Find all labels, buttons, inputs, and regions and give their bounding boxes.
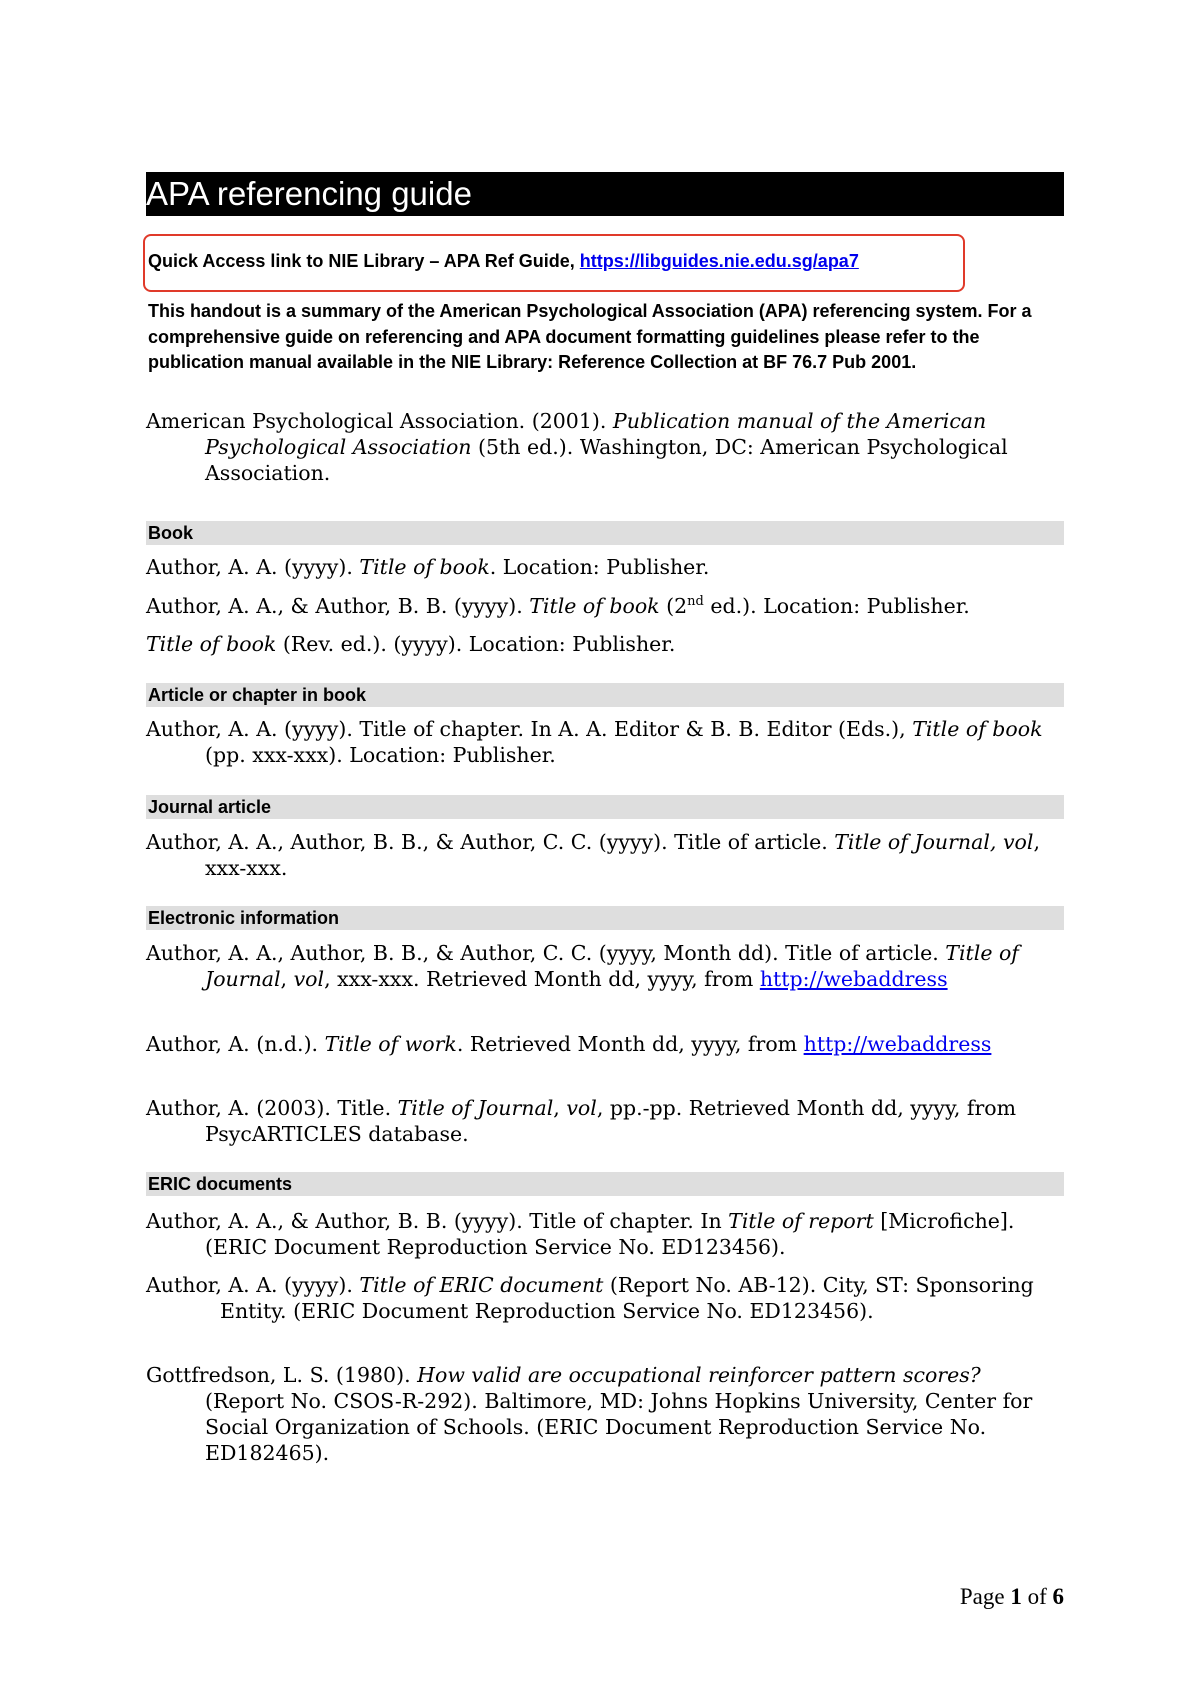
- reference-entry: Author, A. A., & Author, B. B. (yyyy). Title of book (2nd ed.). Location: Publisher.: [146, 594, 970, 618]
- document-title: APA referencing guide: [146, 172, 1064, 216]
- section-heading-eric: ERIC documents: [146, 1172, 1064, 1196]
- main-reference: American Psychological Association. (2001). Publication manual of the American Psychological Association (5th ed.). Washington, DC: American Psychological Association.: [146, 409, 1008, 485]
- web-address-link[interactable]: http://webaddress: [803, 1032, 992, 1056]
- reference-entry: Author, A. (n.d.). Title of work. Retrieved Month dd, yyyy, from http://webaddress: [146, 1032, 992, 1056]
- section-heading-book: Book: [146, 521, 1064, 545]
- section-heading-chapter: Article or chapter in book: [146, 683, 1064, 707]
- web-address-link[interactable]: http://webaddress: [759, 967, 948, 991]
- reference-entry: Author, A. (2003). Title. Title of Journal, vol, pp.-pp. Retrieved Month dd, yyyy, from PsycARTICLES database.: [146, 1096, 1017, 1146]
- reference-entry: Gottfredson, L. S. (1980). How valid are occupational reinforcer pattern scores? (Report No. CSOS-R-292). Baltimore, MD: Johns Hopkins University, Center for Social Organization of Schools. (ERIC Document Reproduction Service No. ED182465).: [146, 1363, 1033, 1465]
- page-number: Page 1 of 6: [959, 1584, 1064, 1609]
- reference-entry: Author, A. A., Author, B. B., & Author, C. C. (yyyy). Title of article. Title of Journal, vol, xxx-xxx.: [146, 830, 1040, 880]
- reference-entry: Author, A. A. (yyyy). Title of book. Location: Publisher.: [146, 555, 710, 579]
- reference-entry: Author, A. A. (yyyy). Title of ERIC document (Report No. AB-12). City, ST: Sponsoring Entity. (ERIC Document Reproduction Service No. ED123456).: [146, 1273, 1034, 1323]
- reference-entry: Title of book (Rev. ed.). (yyyy). Location: Publisher.: [146, 632, 676, 656]
- section-heading-electronic: Electronic information: [146, 906, 1064, 930]
- quick-access-line: [148, 251, 859, 272]
- intro-paragraph: This handout is a summary of the American Psychological Association (APA) referencing system. For a comprehensive guide on referencing and APA document formatting guidelines please refer to the publication manual available in the NIE Library: Reference Collection at BF 76.7 Pub 2001.: [148, 301, 1032, 372]
- reference-entry: Author, A. A., & Author, B. B. (yyyy). Title of chapter. In Title of report [Microfiche]. (ERIC Document Reproduction Service No. ED123456).: [146, 1209, 1015, 1259]
- quick-access-label: Quick Access link to NIE Library – APA Ref Guide,: [148, 251, 580, 271]
- apa-guide-link[interactable]: https://libguides.nie.edu.sg/apa7: [579, 251, 859, 271]
- reference-entry: Author, A. A., Author, B. B., & Author, C. C. (yyyy, Month dd). Title of article. Title of Journal, vol, xxx-xxx. Retrieved Month dd, yyyy, from http://webaddress: [146, 941, 1019, 991]
- reference-entry: Author, A. A. (yyyy). Title of chapter. In A. A. Editor & B. B. Editor (Eds.), Title of book (pp. xxx-xxx). Location: Publisher.: [146, 717, 1043, 767]
- section-heading-journal: Journal article: [146, 795, 1064, 819]
